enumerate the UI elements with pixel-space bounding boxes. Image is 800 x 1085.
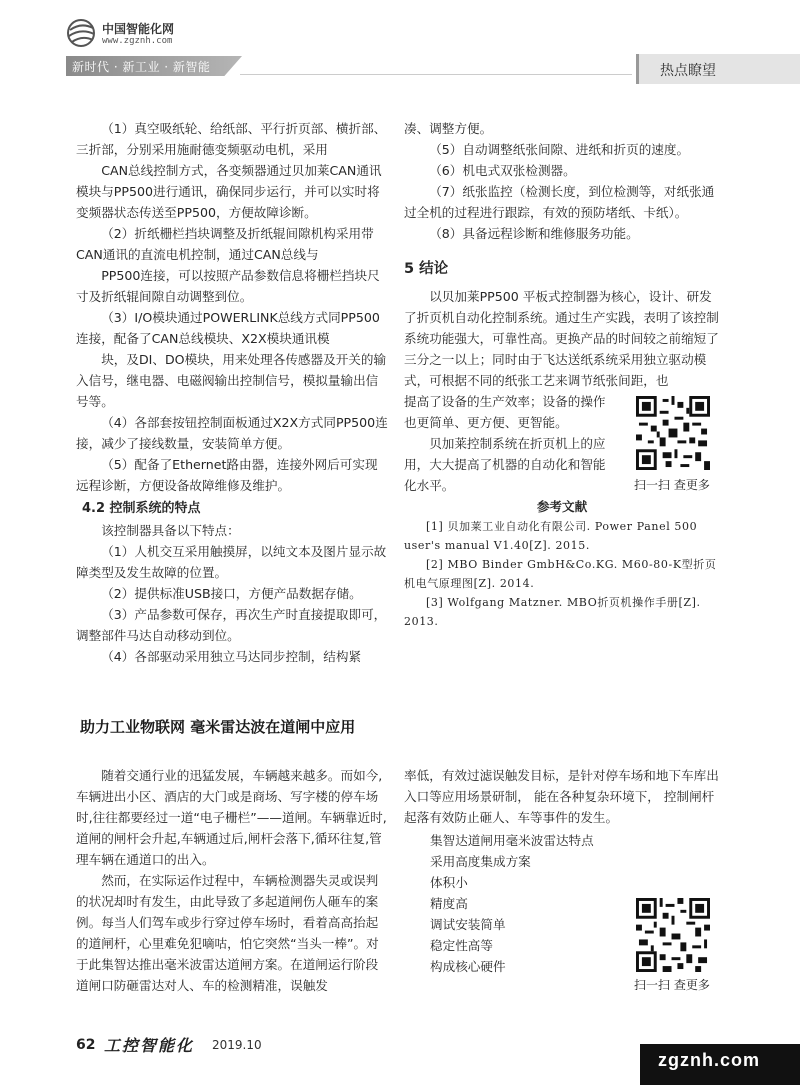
site-logo — [66, 18, 266, 58]
paragraph: （1）真空吸纸轮、给纸部、平行折页部、横折部、三折部，分别采用施耐德变频驱动电机，采用 — [76, 121, 387, 157]
footer-site-link[interactable]: zgznh.com — [658, 1050, 760, 1070]
feature-item: 体积小 — [430, 875, 468, 890]
paragraph: 随着交通行业的迅猛发展，车辆越来越多。而如今,车辆进出小区、酒店的大门或是商场、写字楼的停车场时,往往都要经过一道“电子栅栏”——道闸。车辆靠近时,道闸的闸杆会升起,车辆通过后,闸杆会落下,循环往复,管理车辆在通道口的出入。 — [76, 768, 387, 867]
article2-left-column — [76, 765, 388, 996]
site-name: 中国智能化网 — [102, 22, 175, 36]
header-rule — [240, 74, 632, 75]
slogan-text: 新时代 · 新工业 · 新智能 — [72, 60, 211, 74]
feature-item: 稳定性高等 — [430, 938, 493, 953]
paragraph: 以贝加莱PP500 平板式控制器为核心，设计、研发了折页机自动化控制系统。通过生产实践，表明了该控制系统功能强大，可靠性高。更换产品的时间较之前缩短了三分之一以上；同时由于飞达送纸系统采用独立驱动模式，可根据不同的纸张工艺来调节纸张间距，也 — [404, 289, 719, 388]
paragraph: CAN总线控制方式，各变频器通过贝加莱CAN通讯模块与PP500进行通讯，确保同步运行，并可以实时将变频器状态传送至PP500，方便故障诊断。 — [76, 163, 382, 220]
paragraph: 该控制器具备以下特点： — [101, 523, 240, 538]
feature-item: 采用高度集成方案 — [430, 854, 531, 869]
list-item: （2）提供标准USB接口，方便产品数据存储。 — [101, 586, 362, 601]
list-item: （7）纸张监控（检测长度，到位检测等，对纸张通过全机的过程进行跟踪，有效的预防堵纸、卡纸）。 — [404, 184, 715, 220]
reference-item: [3] Wolfgang Matzner. MBO折页机操作手册[Z]. 2013. — [404, 596, 701, 628]
logo-globe-icon — [66, 18, 98, 48]
feature-item: 调试安装简单 — [430, 917, 506, 932]
feature-item: 精度高 — [430, 896, 468, 911]
list-item: （8）具备远程诊断和维修服务功能。 — [429, 226, 639, 241]
references-title: 参考文献 — [536, 499, 588, 514]
paragraph: 凑、调整方便。 — [404, 121, 493, 136]
paragraph: （5）配备了Ethernet路由器，连接外网后可实现远程诊断，方便设备故障维修及维护。 — [76, 457, 378, 493]
article2-title: 助力工业物联网 毫米雷达波在道闸中应用 — [80, 718, 356, 736]
qr-caption: 扫一扫 查更多 — [634, 478, 710, 492]
article1-right-column — [404, 118, 720, 631]
section-heading-5: 5 结论 — [404, 261, 449, 277]
reference-item: [2] MBO Binder GmbH&Co.KG. M60-80-K型折页机电气原理图[Z]. 2014. — [404, 558, 717, 590]
section-title: 热点瞭望 — [660, 63, 716, 79]
list-item: （4）各部驱动采用独立马达同步控制，结构紧 — [101, 649, 362, 664]
page-number: 62 — [76, 1037, 96, 1053]
paragraph: （4）各部套按钮控制面板通过X2X方式同PP500连接，减少了接线数量，安装简单方便。 — [76, 415, 388, 451]
list-item: （6）机电式双张检测器。 — [429, 163, 576, 178]
qr-code-icon[interactable] — [636, 396, 710, 470]
qr-caption: 扫一扫 查更多 — [634, 978, 710, 992]
paragraph: 然而，在实际运作过程中，车辆检测器失灵或误判的状况却时有发生，由此导致了多起道闸伤人砸车的案例。每当人们驾车或步行穿过停车场时，看着高高抬起的道闸杆，心里难免犯嘀咕，怕它突然“当头一棒”。对于此集智达推出毫米波雷达道闸方案。在道闸运行阶段道闸口防砸雷达对人、车的检测精准，误触发 — [76, 873, 379, 993]
paragraph: PP500连接，可以按照产品参数信息将栅栏挡块尺寸及折纸辊间隙自动调整到位。 — [76, 268, 380, 304]
feature-item: 构成核心硬件 — [430, 959, 506, 974]
paragraph: （3）I/O模块通过POWERLINK总线方式同PP500连接，配备了CAN总线模块、X2X模块通讯模 — [76, 310, 380, 346]
issue-date: 2019.10 — [212, 1038, 262, 1052]
site-url: www.zgznh.com — [102, 36, 173, 46]
reference-item: [1] 贝加莱工业自动化有限公司. Power Panel 500 user's manual V1.40[Z]. 2015. — [404, 520, 698, 552]
list-item: （3）产品参数可保存，再次生产时直接提取即可，调整部件马达自动移动到位。 — [76, 607, 387, 643]
feature-item: 集智达道闸用毫米波雷达特点 — [430, 833, 594, 848]
magazine-name: 工控智能化 — [104, 1036, 195, 1055]
list-item: （5）自动调整纸张间隙、进纸和折页的速度。 — [429, 142, 690, 157]
article1-left-column — [76, 118, 388, 667]
paragraph: 贝加莱控制系统在折页机上的应用，大大提高了机器的自动化和智能化水平。 — [404, 436, 606, 493]
qr-code-icon[interactable] — [636, 898, 710, 972]
paragraph: 率低，有效过滤误触发目标，是针对停车场和地下车库出入口等应用场景研制， 能在各种复杂环境下， 控制闸杆起落有效防止砸人、车等事件的发生。 — [404, 768, 719, 825]
paragraph: 块，及DI、DO模块，用来处理各传感器及开关的输入信号，继电器、电磁阀输出控制信号，模拟量输出信号等。 — [76, 352, 387, 409]
list-item: （1）人机交互采用触摸屏，以纯文本及图片显示故障类型及发生故障的位置。 — [76, 544, 387, 580]
paragraph: （2）折纸栅栏挡块调整及折纸辊间隙机构采用带CAN通讯的直流电机控制，通过CAN总线与 — [76, 226, 374, 262]
paragraph: 提高了设备的生产效率；设备的操作也更简单、更方便、更智能。 — [404, 394, 606, 430]
section-heading-4-2: 4.2 控制系统的特点 — [82, 501, 201, 516]
